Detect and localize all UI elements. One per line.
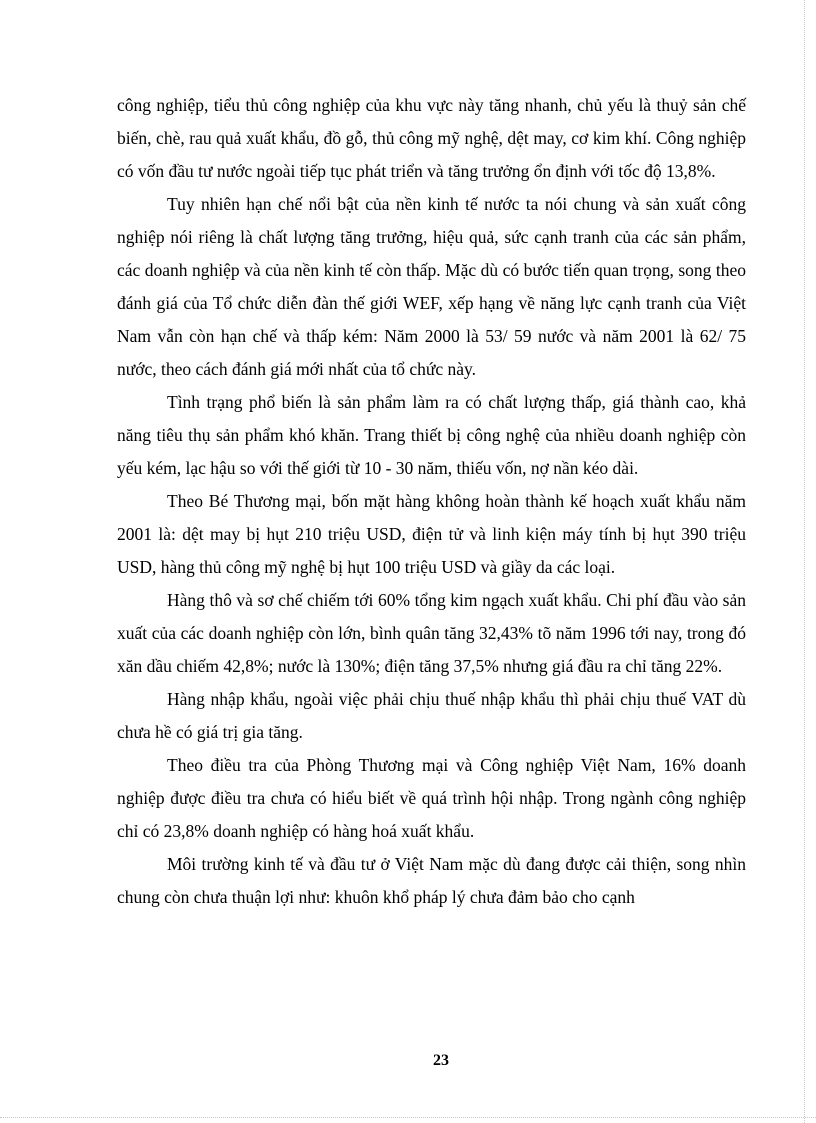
- paragraph: Tình trạng phổ biến là sản phẩm làm ra có chất lượng thấp, giá thành cao, khả năng tiêu thụ sản phẩm khó khăn. Trang thiết bị công nghệ của nhiều doanh nghiệp còn yếu kém, lạc hậu so với thế giới từ 10 - 30 năm, thiếu vốn, nợ nần kéo dài.: [117, 392, 746, 478]
- paragraph: Hàng nhập khẩu, ngoài việc phải chịu thuế nhập khẩu thì phải chịu thuế VAT dù chưa hề có giá trị gia tăng.: [117, 689, 746, 742]
- paragraph: Theo Bé Thương mại, bốn mặt hàng không hoàn thành kế hoạch xuất khẩu năm 2001 là: dệt may bị hụt 210 triệu USD, điện tử và linh kiện máy tính bị hụt 390 triệu USD, hàng thủ công mỹ nghệ bị hụt 100 triệu USD và giầy da các loại.: [117, 491, 746, 577]
- page-border-bottom: [0, 1117, 816, 1118]
- paragraph: Môi trường kinh tế và đầu tư ở Việt Nam mặc dù đang được cải thiện, song nhìn chung còn chưa thuận lợi như: khuôn khổ pháp lý chưa đảm bảo cho cạnh: [117, 854, 746, 907]
- body-text: [117, 89, 746, 914]
- paragraph: công nghiệp, tiểu thủ công nghiệp của khu vực này tăng nhanh, chủ yếu là thuỷ sản chế biến, chè, rau quả xuất khẩu, đồ gỗ, thủ công mỹ nghệ, dệt may, cơ kim khí. Công nghiệp có vốn đầu tư nước ngoài tiếp tục phát triển và tăng trưởng ổn định với tốc độ 13,8%.: [117, 95, 746, 181]
- paragraph: Tuy nhiên hạn chế nổi bật của nền kinh tế nước ta nói chung và sản xuất công nghiệp nói riêng là chất lượng tăng trưởng, hiệu quả, sức cạnh tranh của các sản phẩm, các doanh nghiệp và của nền kinh tế còn thấp. Mặc dù có bước tiến quan trọng, song theo đánh giá của Tổ chức diễn đàn thế giới WEF, xếp hạng về năng lực cạnh tranh của Việt Nam vẫn còn hạn chế và thấp kém: Năm 2000 là 53/ 59 nước và năm 2001 là 62/ 75 nước, theo cách đánh giá mới nhất của tổ chức này.: [117, 194, 746, 379]
- paragraph: Hàng thô và sơ chế chiếm tới 60% tổng kim ngạch xuất khẩu. Chi phí đầu vào sản xuất của các doanh nghiệp còn lớn, bình quân tăng 32,43% tõ năm 1996 tới nay, trong đó xăn dầu chiếm 42,8%; nước là 130%; điện tăng 37,5% nhưng giá đầu ra chỉ tăng 22%.: [117, 590, 746, 676]
- page-border-right: [804, 0, 805, 1123]
- page-number: 23: [433, 1052, 449, 1069]
- paragraph: Theo điều tra của Phòng Thương mại và Công nghiệp Việt Nam, 16% doanh nghiệp được điều tra chưa có hiểu biết về quá trình hội nhập. Trong ngành công nghiệp chỉ có 23,8% doanh nghiệp có hàng hoá xuất khẩu.: [117, 755, 746, 841]
